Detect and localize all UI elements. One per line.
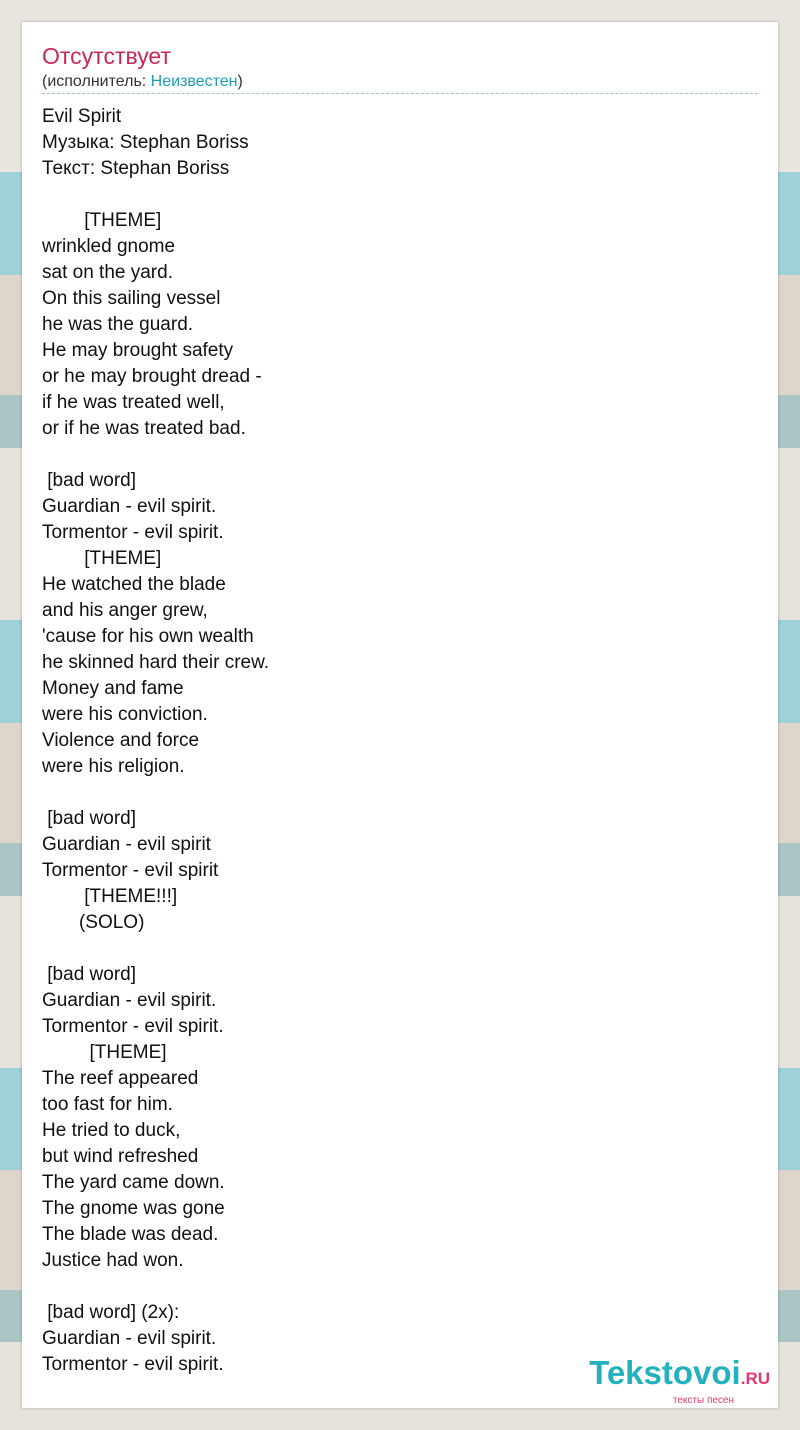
lyric-line: [bad word] bbox=[42, 964, 136, 985]
lyric-line: Музыка: Stephan Boriss bbox=[42, 132, 249, 153]
performer-line bbox=[42, 72, 243, 92]
logo-wordmark bbox=[589, 1356, 770, 1396]
lyric-line: he skinned hard their crew. bbox=[42, 652, 270, 673]
lyric-line: [THEME] bbox=[42, 548, 162, 569]
lyric-line: [THEME!!!] bbox=[42, 886, 178, 907]
lyric-line: Tormentor - evil spirit. bbox=[42, 1016, 224, 1037]
lyric-line: Violence and force bbox=[42, 730, 200, 751]
logo-tld: .RU bbox=[740, 1369, 770, 1388]
lyric-line: Текст: Stephan Boriss bbox=[42, 158, 230, 179]
performer-link[interactable]: Неизвестен bbox=[150, 73, 238, 90]
lyric-line: He tried to duck, bbox=[42, 1120, 181, 1141]
lyric-line: Justice had won. bbox=[42, 1250, 184, 1271]
lyric-line: were his religion. bbox=[42, 756, 185, 777]
lyric-line: The blade was dead. bbox=[42, 1224, 219, 1245]
lyric-line: On this sailing vessel bbox=[42, 288, 221, 309]
lyric-line: (SOLO) bbox=[42, 912, 145, 933]
lyric-line: Evil Spirit bbox=[42, 106, 122, 127]
lyric-line: [THEME] bbox=[42, 1042, 167, 1063]
logo-tagline: тексты песен bbox=[672, 1395, 734, 1406]
lyric-line: he was the guard. bbox=[42, 314, 194, 335]
performer-prefix: (исполнитель: bbox=[42, 73, 151, 90]
lyric-line: He watched the blade bbox=[42, 574, 226, 595]
lyric-line: 'cause for his own wealth bbox=[42, 626, 254, 647]
lyric-line: The yard came down. bbox=[42, 1172, 225, 1193]
lyric-line: Tormentor - evil spirit bbox=[42, 860, 219, 881]
logo-name: Tekstovoi bbox=[589, 1354, 741, 1391]
lyric-line: Guardian - evil spirit. bbox=[42, 990, 217, 1011]
lyric-line: if he was treated well, bbox=[42, 392, 225, 413]
lyric-line: The reef appeared bbox=[42, 1068, 199, 1089]
site-logo[interactable] bbox=[589, 1356, 770, 1406]
lyric-line: Guardian - evil spirit. bbox=[42, 1328, 217, 1349]
lyric-line: [bad word] bbox=[42, 470, 136, 491]
performer-suffix: ) bbox=[237, 73, 243, 90]
lyric-line: [bad word] (2x): bbox=[42, 1302, 180, 1323]
lyric-line: or if he was treated bad. bbox=[42, 418, 246, 439]
lyric-line: sat on the yard. bbox=[42, 262, 173, 283]
lyric-line: Guardian - evil spirit bbox=[42, 834, 211, 855]
lyric-line: Guardian - evil spirit. bbox=[42, 496, 217, 517]
lyric-line: but wind refreshed bbox=[42, 1146, 199, 1167]
song-title: Отсутствует bbox=[42, 43, 171, 69]
lyric-line: The gnome was gone bbox=[42, 1198, 225, 1219]
lyrics-text bbox=[42, 104, 742, 1378]
lyric-line: [bad word] bbox=[42, 808, 136, 829]
lyric-line: Money and fame bbox=[42, 678, 184, 699]
lyric-line: were his conviction. bbox=[42, 704, 208, 725]
lyric-line: Tormentor - evil spirit. bbox=[42, 1354, 224, 1375]
lyrics-card bbox=[22, 22, 778, 1408]
lyric-line: [THEME] bbox=[42, 210, 162, 231]
lyric-line: or he may brought dread - bbox=[42, 366, 262, 387]
lyric-line: He may brought safety bbox=[42, 340, 234, 361]
lyric-line: and his anger grew, bbox=[42, 600, 208, 621]
lyric-line: too fast for him. bbox=[42, 1094, 173, 1115]
lyric-line: wrinkled gnome bbox=[42, 236, 176, 257]
lyric-line: Tormentor - evil spirit. bbox=[42, 522, 224, 543]
title-divider bbox=[42, 93, 758, 94]
